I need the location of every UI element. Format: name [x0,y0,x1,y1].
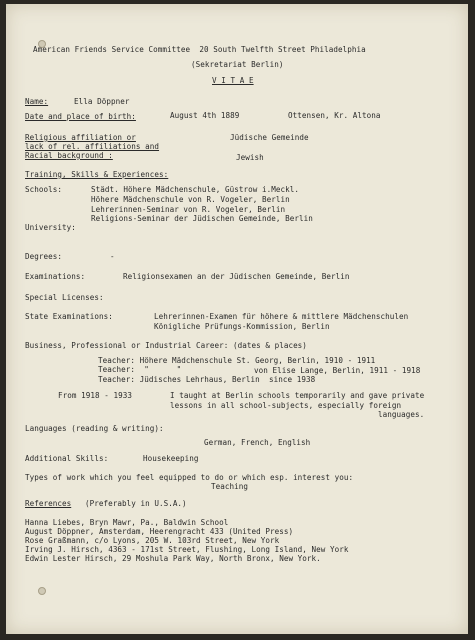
training-label: Training, Skills & Experiences: [25,170,169,179]
racial-background: Jewish [236,153,264,162]
religion-label-line: Racial background : [25,151,113,160]
languages-value: German, French, English [204,438,311,447]
career-teacher-2-detail: von Elise Lange, Berlin, 1911 - 1918 [254,366,421,375]
religion-affiliation: Jüdische Gemeinde [230,133,309,142]
state-exam-line: Lehrerinnen-Examen für höhere & mittlere Mädchenschulen [154,312,409,321]
birth-place: Ottensen, Kr. Altona [288,111,381,120]
examinations-label: Examinations: [25,272,86,281]
religion-label-line: lack of rel. affiliations and [25,142,160,151]
career-from-label: From 1918 - 1933 [58,391,132,400]
career-teacher-2: Teacher: " " [98,365,182,374]
birth-date: August 4th 1889 [170,111,240,120]
school-item: Höhere Mädchenschule von R. Vogeler, Berlin [91,195,290,204]
reference-item: Hanna Liebes, Bryn Mawr, Pa., Baldwin School [25,518,229,527]
document-page [6,4,468,634]
state-exams-label: State Examinations: [25,312,113,321]
degrees-label: Degrees: [25,252,62,261]
header-organization: American Friends Service Committee 20 South Twelfth Street Philadelphia [33,45,366,54]
schools-label: Schools: [25,185,62,194]
examinations-value: Religionsexamen an der Jüdischen Gemeinde, Berlin [123,272,350,281]
university-label: University: [25,223,76,232]
work-types-value: Teaching [211,482,248,491]
school-item: Lehrerinnen-Seminar von R. Vogeler, Berlin [91,205,286,214]
reference-item: Edwin Lester Hirsch, 29 Moshula Park Way, North Bronx, New York. [25,554,321,563]
reference-item: Irving J. Hirsch, 4363 - 171st Street, Flushing, Long Island, New York [25,545,349,554]
languages-label: Languages (reading & writing): [25,424,164,433]
work-types-label: Types of work which you feel equipped to do or which esp. interest you: [25,473,354,482]
references-label: References [25,499,72,508]
school-item: Religions-Seminar der Jüdischen Gemeinde, Berlin [91,214,313,223]
name-label: Name: [25,97,49,106]
document-title: V I T A E [212,76,254,85]
additional-skills-label: Additional Skills: [25,454,109,463]
special-licenses-label: Special Licenses: [25,293,104,302]
career-from-line: languages. [378,410,425,419]
punch-hole [38,587,46,595]
career-teacher-1: Teacher: Höhere Mädchenschule St. Georg, Berlin, 1910 - 1911 [98,356,376,365]
degrees-value: - [110,252,115,261]
reference-item: Rose Graßmann, c/o Lyons, 205 W. 103rd Street, New York [25,536,280,545]
religion-label-line: Religious affiliation or [25,133,136,142]
career-from-line: lessons in all school-subjects, especially foreign [170,401,402,410]
school-item: Städt. Höhere Mädchenschule, Güstrow i.Meckl. [91,185,299,194]
state-exam-line: Königliche Prüfungs-Kommission, Berlin [154,322,330,331]
career-label: Business, Professional or Industrial Career: (dates & places) [25,341,307,350]
additional-skills-value: Housekeeping [143,454,199,463]
career-from-line: I taught at Berlin schools temporarily and gave private [170,391,425,400]
career-teacher-3: Teacher: Jüdisches Lehrhaus, Berlin since 1938 [98,375,316,384]
reference-item: August Döppner, Amsterdam, Heerengracht 433 (United Press) [25,527,294,536]
birth-label: Date and place of birth: [25,112,136,121]
name-value: Ella Döppner [74,97,130,106]
header-office: (Sekretariat Berlin) [191,60,284,69]
references-note: (Preferably in U.S.A.) [85,499,187,508]
